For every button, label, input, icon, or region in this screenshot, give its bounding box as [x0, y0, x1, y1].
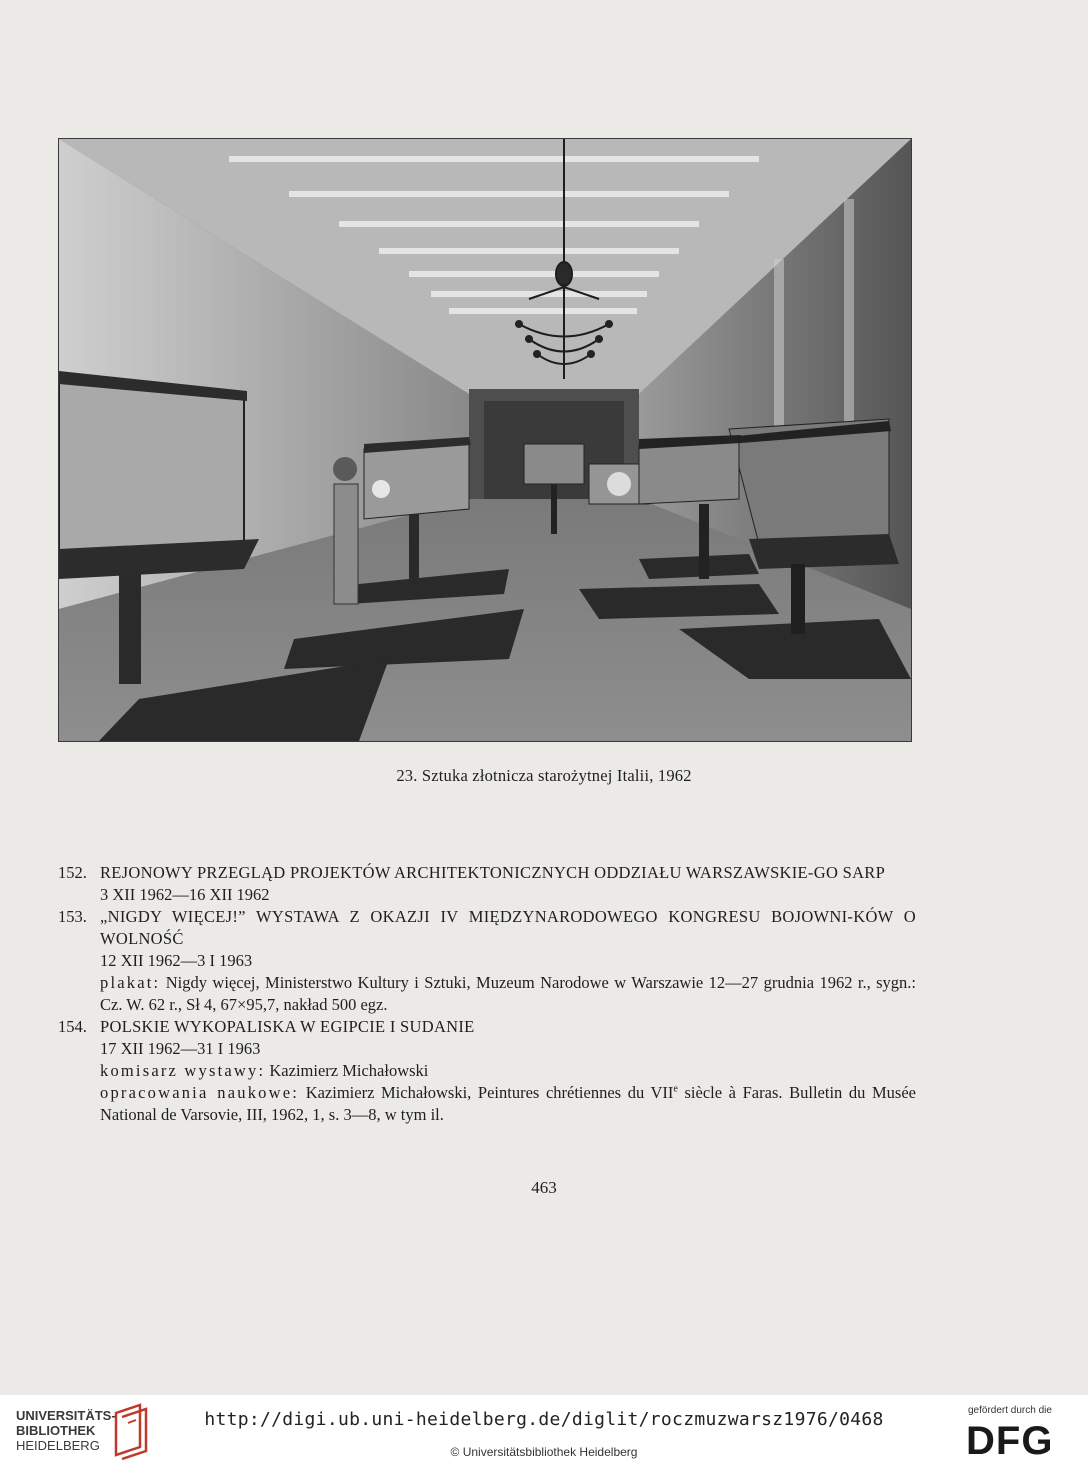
- studies-text-a: Kazimierz Michałowski, Peintures chrétiennes du VII: [305, 1083, 674, 1102]
- entry-poster: [100, 972, 916, 1016]
- entry-dates: 17 XII 1962—31 I 1963: [100, 1039, 261, 1058]
- studies-label: opracowania naukowe:: [100, 1083, 300, 1102]
- entry-title: POLSKIE WYKOPALISKA W EGIPCIE I SUDANIE: [100, 1017, 475, 1036]
- entry-title: „NIGDY WIĘCEJ!” WYSTAWA Z OKAZJI IV MIĘDZYNARODOWEGO KONGRESU BOJOWNI-KÓW O WOLNOŚĆ: [100, 907, 916, 948]
- footer-bar: [0, 1395, 1088, 1473]
- library-line-2: BIBLIOTHEK: [16, 1423, 96, 1438]
- entry-dates: 3 XII 1962—16 XII 1962: [100, 885, 270, 904]
- library-line-1: UNIVERSITÄTS-: [16, 1408, 116, 1423]
- entry-number: 154.: [58, 1017, 87, 1036]
- entry-title: REJONOWY PRZEGLĄD PROJEKTÓW ARCHITEKTONICZNYCH ODDZIAŁU WARSZAWSKIE-GO SARP: [100, 863, 886, 882]
- entry-commissioner: [100, 1060, 916, 1082]
- commissioner-text: Kazimierz Michałowski: [269, 1061, 429, 1080]
- entry-number: 152.: [58, 863, 87, 882]
- library-line-3: HEIDELBERG: [16, 1438, 100, 1453]
- entry-152: [58, 862, 916, 906]
- entry-dates: 12 XII 1962—3 I 1963: [100, 951, 253, 970]
- page-number: 463: [531, 1178, 557, 1197]
- entry-153: [58, 906, 916, 1016]
- entry-studies: [100, 1082, 916, 1126]
- poster-label: plakat:: [100, 973, 161, 992]
- photo-caption: 23. Sztuka złotnicza starożytnej Italii, 1962: [396, 766, 692, 785]
- commissioner-label: komisarz wystawy:: [100, 1061, 266, 1080]
- funding-label: gefördert durch die: [968, 1405, 1052, 1416]
- entry-number: 153.: [58, 907, 87, 926]
- catalog-entries: [58, 862, 916, 1126]
- dfg-logo: DFG: [966, 1419, 1054, 1463]
- copyright-text: © Universitätsbibliothek Heidelberg: [450, 1445, 638, 1459]
- studies-superscript: e: [673, 1083, 678, 1095]
- entry-154: [58, 1016, 916, 1126]
- poster-text: Nigdy więcej, Ministerstwo Kultury i Sztuki, Muzeum Narodowe w Warszawie 12—27 grudnia 1962 r., sygn.: Cz. W. 62 r., Sł 4, 67×95,7, nakład 500 egz.: [100, 973, 917, 1014]
- studies-text-b: siècle à Faras. Bulletin du Musée National de Varsovie, III, 1962, 1, s. 3—8, w tym il.: [100, 1083, 917, 1124]
- source-url-link[interactable]: http://digi.ub.uni-heidelberg.de/diglit/roczmuzwarsz1976/0468: [204, 1409, 884, 1430]
- exhibition-photo: [58, 138, 912, 742]
